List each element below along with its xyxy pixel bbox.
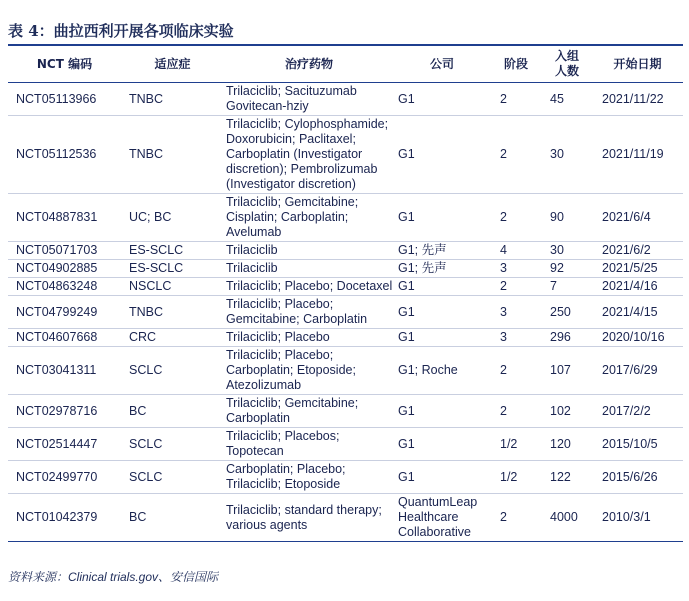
table-row [8,242,683,260]
table-row [8,194,683,242]
cell-enrollment: 250 [542,296,592,329]
cell-enrollment: 92 [542,260,592,278]
cell-indication: BC [121,395,224,428]
header-enrollment-line1: 入组 [554,49,579,63]
cell-drugs: Trilaciclib [224,260,394,278]
cell-nct: NCT04887831 [8,194,121,242]
cell-enrollment: 45 [542,83,592,116]
cell-company: G1 [394,296,490,329]
cell-indication: SCLC [121,347,224,395]
cell-indication: ES-SCLC [121,260,224,278]
table-row [8,395,683,428]
table-row [8,116,683,194]
cell-phase: 2 [490,194,542,242]
source-note: 资料来源：Clinical trials.gov、安信国际 [8,570,219,584]
cell-enrollment: 120 [542,428,592,461]
cell-nct: NCT02499770 [8,461,121,494]
cell-phase: 1/2 [490,461,542,494]
cell-company: G1 [394,329,490,347]
cell-nct: NCT02978716 [8,395,121,428]
cell-start-date: 2015/6/26 [592,461,683,494]
cell-drugs: Carboplatin; Placebo; Trilaciclib; Etoposide [224,461,394,494]
cell-enrollment: 90 [542,194,592,242]
header-nct: NCT 编码 [8,46,121,83]
cell-indication: ES-SCLC [121,242,224,260]
clinical-trials-table [8,46,683,542]
cell-start-date: 2021/11/22 [592,83,683,116]
cell-company: G1; Roche [394,347,490,395]
header-start-date: 开始日期 [592,46,683,83]
cell-start-date: 2021/4/15 [592,296,683,329]
cell-drugs: Trilaciclib; Gemcitabine; Cisplatin; Carboplatin; Avelumab [224,194,394,242]
table-row [8,296,683,329]
cell-company: G1 [394,278,490,296]
header-company: 公司 [394,46,490,83]
cell-nct: NCT04799249 [8,296,121,329]
header-drugs: 治疗药物 [224,46,394,83]
table-row [8,83,683,116]
cell-start-date: 2017/6/29 [592,347,683,395]
table-row [8,278,683,296]
cell-phase: 3 [490,329,542,347]
cell-nct: NCT03041311 [8,347,121,395]
cell-indication: TNBC [121,116,224,194]
cell-phase: 1/2 [490,428,542,461]
cell-enrollment: 30 [542,116,592,194]
table-row [8,428,683,461]
table-row [8,347,683,395]
cell-phase: 3 [490,260,542,278]
cell-indication: CRC [121,329,224,347]
table-body [8,83,683,542]
cell-nct: NCT04863248 [8,278,121,296]
cell-enrollment: 107 [542,347,592,395]
cell-indication: TNBC [121,83,224,116]
table-row [8,461,683,494]
cell-nct: NCT04607668 [8,329,121,347]
cell-nct: NCT05071703 [8,242,121,260]
cell-company: G1 [394,395,490,428]
cell-company: G1 [394,83,490,116]
cell-drugs: Trilaciclib; Placebo; Docetaxel [224,278,394,296]
header-enrollment [542,46,592,83]
cell-start-date: 2021/4/16 [592,278,683,296]
cell-indication: BC [121,494,224,542]
cell-drugs: Trilaciclib; Placebos; Topotecan [224,428,394,461]
table-row [8,260,683,278]
cell-enrollment: 102 [542,395,592,428]
table-row [8,329,683,347]
table-row [8,494,683,542]
cell-start-date: 2020/10/16 [592,329,683,347]
cell-start-date: 2017/2/2 [592,395,683,428]
cell-phase: 3 [490,296,542,329]
header-indication: 适应症 [121,46,224,83]
cell-phase: 2 [490,83,542,116]
cell-indication: UC; BC [121,194,224,242]
cell-company: G1 [394,116,490,194]
cell-phase: 4 [490,242,542,260]
cell-start-date: 2021/6/4 [592,194,683,242]
cell-start-date: 2021/6/2 [592,242,683,260]
cell-enrollment: 296 [542,329,592,347]
cell-phase: 2 [490,116,542,194]
cell-drugs: Trilaciclib; Gemcitabine; Carboplatin [224,395,394,428]
table-header-row [8,46,683,83]
cell-enrollment: 7 [542,278,592,296]
cell-enrollment: 30 [542,242,592,260]
cell-drugs: Trilaciclib; Cylophosphamide; Doxorubicin; Paclitaxel; Carboplatin (Investigator discretion); Pembrolizumab (Investigator discretion) [224,116,394,194]
cell-start-date: 2015/10/5 [592,428,683,461]
cell-enrollment: 122 [542,461,592,494]
cell-nct: NCT04902885 [8,260,121,278]
cell-enrollment: 4000 [542,494,592,542]
cell-phase: 2 [490,395,542,428]
cell-start-date: 2021/11/19 [592,116,683,194]
cell-indication: SCLC [121,461,224,494]
table-title: 表 4：曲拉西利开展各项临床实验 [8,22,234,40]
cell-indication: NSCLC [121,278,224,296]
cell-phase: 2 [490,494,542,542]
cell-phase: 2 [490,347,542,395]
cell-drugs: Trilaciclib; standard therapy; various agents [224,494,394,542]
cell-start-date: 2021/5/25 [592,260,683,278]
cell-nct: NCT05113966 [8,83,121,116]
cell-nct: NCT02514447 [8,428,121,461]
cell-company: G1 [394,428,490,461]
cell-start-date: 2010/3/1 [592,494,683,542]
cell-company: G1; 先声 [394,260,490,278]
cell-phase: 2 [490,278,542,296]
header-phase: 阶段 [490,46,542,83]
cell-drugs: Trilaciclib; Placebo; Gemcitabine; Carboplatin [224,296,394,329]
cell-company: G1 [394,194,490,242]
cell-drugs: Trilaciclib; Placebo [224,329,394,347]
cell-drugs: Trilaciclib; Sacituzumab Govitecan-hziy [224,83,394,116]
cell-indication: SCLC [121,428,224,461]
cell-company: QuantumLeap Healthcare Collaborative [394,494,490,542]
cell-nct: NCT05112536 [8,116,121,194]
header-enrollment-line2: 人数 [554,64,579,78]
cell-drugs: Trilaciclib; Placebo; Carboplatin; Etoposide; Atezolizumab [224,347,394,395]
cell-company: G1 [394,461,490,494]
cell-indication: TNBC [121,296,224,329]
cell-nct: NCT01042379 [8,494,121,542]
cell-company: G1; 先声 [394,242,490,260]
cell-drugs: Trilaciclib [224,242,394,260]
